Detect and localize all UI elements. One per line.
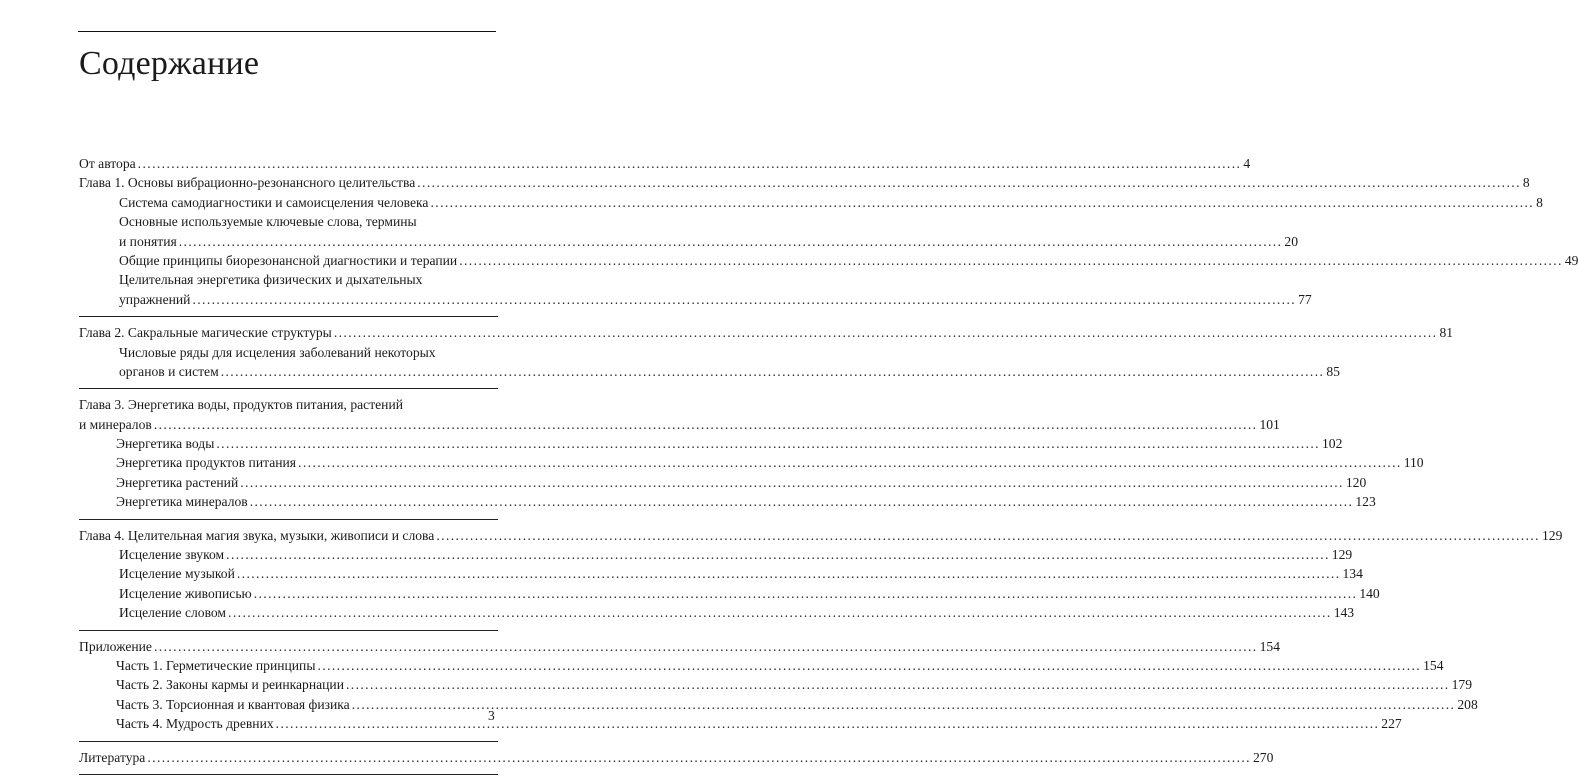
- toc-entry-label: Часть 4. Мудрость древних: [116, 716, 274, 732]
- dot-leader: [317, 656, 1421, 675]
- toc-entry-label: Система самодиагностики и самоисцеления человека: [119, 194, 429, 210]
- toc-entry-label: Энергетика растений: [116, 474, 239, 490]
- dot-leader: [226, 545, 1330, 564]
- toc-entry-label: Исцеление звуком: [119, 547, 225, 563]
- toc-entry-chapter-1[interactable]: [79, 173, 1530, 192]
- dot-leader: [147, 748, 1251, 767]
- toc-entry-page: 154: [1259, 638, 1280, 654]
- toc-entry-page: 154: [1423, 657, 1444, 673]
- toc-entry-label: Энергетика минералов: [116, 494, 248, 510]
- dot-leader: [346, 675, 1450, 694]
- toc-entry-page: 49: [1564, 252, 1578, 268]
- toc-entry-label: Глава 4. Целительная магия звука, музыки, живописи и слова: [79, 527, 435, 543]
- divider: [79, 519, 498, 520]
- toc-entry-section[interactable]: [79, 584, 1380, 603]
- dot-leader: [298, 453, 1402, 472]
- toc-entry-section[interactable]: [79, 545, 1353, 564]
- toc-entry-page: 102: [1321, 436, 1343, 452]
- toc-entry-label: Часть 1. Герметические принципы: [116, 657, 316, 673]
- toc-entry-page: 270: [1252, 749, 1274, 765]
- toc-entry-label: Общие принципы биорезонансной диагностики и терапии: [119, 252, 458, 268]
- toc-entry-section[interactable]: [79, 362, 1340, 381]
- toc-entry-page: 85: [1326, 363, 1340, 379]
- toc-entry-section[interactable]: [79, 193, 1543, 212]
- toc-entry-page: 8: [1536, 194, 1543, 210]
- toc-entry-label-line: Глава 3. Энергетика воды, продуктов питания, растений: [79, 397, 403, 413]
- table-of-contents: [79, 154, 1578, 781]
- toc-entry-label: Исцеление словом: [119, 605, 227, 621]
- toc-entry-section[interactable]: [79, 492, 1376, 511]
- dot-leader: [237, 564, 1341, 583]
- toc-entry-label-line: Основные используемые ключевые слова, термины: [119, 214, 417, 230]
- toc-entry-label: Энергетика продуктов питания: [116, 455, 297, 471]
- toc-entry-chapter-3[interactable]: [79, 415, 1280, 434]
- toc-entry-label: Глава 1. Основы вибрационно-резонансного целительства: [79, 175, 416, 191]
- dot-leader: [436, 526, 1540, 545]
- dot-leader: [192, 290, 1296, 309]
- dot-leader: [240, 473, 1344, 492]
- toc-entry-preface[interactable]: [79, 154, 1251, 173]
- top-rule: [78, 31, 496, 32]
- toc-entry-section[interactable]: [79, 232, 1298, 251]
- toc-entry-page: 4: [1243, 156, 1251, 171]
- toc-entry-label: Глава 2. Сакральные магические структуры: [79, 325, 332, 341]
- dot-leader: [352, 695, 1456, 714]
- toc-entry-chapter-4[interactable]: [79, 526, 1563, 545]
- dot-leader: [250, 492, 1354, 511]
- toc-entry-page: 179: [1451, 677, 1472, 693]
- toc-entry-page: 8: [1522, 175, 1530, 191]
- toc-entry-label: и минералов: [79, 416, 152, 432]
- toc-entry-page: 101: [1259, 416, 1280, 432]
- divider: [79, 774, 498, 775]
- divider: [79, 388, 498, 389]
- toc-entry-page: 227: [1381, 716, 1402, 732]
- toc-entry-section[interactable]: [79, 714, 1402, 733]
- toc-entry-label: Литература: [79, 749, 146, 765]
- toc-entry-section[interactable]: [79, 473, 1367, 492]
- toc-entry-label: Часть 3. Торсионная и квантовая физика: [116, 696, 350, 712]
- toc-entry-label: Исцеление музыкой: [119, 566, 235, 582]
- page-number: 3: [488, 708, 495, 723]
- toc-entry-label-line: Целительная энергетика физических и дыхательных: [119, 272, 423, 288]
- page-title: Содержание: [79, 45, 260, 82]
- toc-entry-chapter-2[interactable]: [79, 323, 1454, 342]
- toc-entry-label: Приложение: [79, 638, 152, 654]
- dot-leader: [179, 232, 1283, 251]
- toc-entry-page: 110: [1403, 455, 1424, 471]
- divider: [79, 741, 498, 742]
- toc-entry-section[interactable]: [79, 603, 1355, 622]
- toc-entry-section[interactable]: [79, 251, 1578, 270]
- dot-leader: [154, 415, 1258, 434]
- dot-leader: [138, 154, 1242, 173]
- toc-entry-section[interactable]: [79, 453, 1424, 472]
- toc-entry-section[interactable]: [79, 675, 1472, 694]
- toc-entry-label: органов и систем: [119, 363, 219, 379]
- divider: [79, 316, 498, 317]
- toc-entry-page: 20: [1284, 233, 1298, 249]
- dot-leader: [228, 603, 1332, 622]
- toc-entry-page: 129: [1541, 527, 1563, 543]
- toc-entry-section[interactable]: [79, 695, 1478, 714]
- dot-leader: [216, 434, 1320, 453]
- toc-entry-label: Энергетика воды: [116, 436, 215, 452]
- dot-leader: [154, 637, 1258, 656]
- toc-entry-section[interactable]: [79, 656, 1444, 675]
- dot-leader: [430, 193, 1534, 212]
- dot-leader: [459, 251, 1563, 270]
- toc-entry-page: 134: [1342, 566, 1363, 582]
- toc-entry-section[interactable]: [79, 564, 1363, 583]
- toc-entry-page: 129: [1331, 547, 1353, 563]
- toc-entry-page: 143: [1333, 605, 1355, 621]
- toc-entry-page: 120: [1345, 474, 1367, 490]
- divider: [79, 630, 498, 631]
- toc-entry-section[interactable]: [79, 290, 1312, 309]
- toc-entry-page: 81: [1439, 325, 1454, 341]
- toc-entry-page: 77: [1298, 291, 1312, 307]
- toc-entry-label: Исцеление живописью: [119, 585, 252, 601]
- toc-entry-label: и понятия: [119, 233, 177, 249]
- dot-leader: [417, 173, 1521, 192]
- toc-entry-page: 208: [1457, 696, 1478, 712]
- toc-entry-label-line: Числовые ряды для исцеления заболеваний некоторых: [119, 344, 436, 360]
- toc-entry-label: От автора: [79, 156, 136, 171]
- toc-entry-page: 123: [1355, 494, 1376, 510]
- toc-entry-page: 140: [1359, 585, 1380, 601]
- dot-leader: [221, 362, 1325, 381]
- dot-leader: [334, 323, 1438, 342]
- toc-entry-literature[interactable]: [79, 748, 1274, 767]
- toc-entry-label: упражнений: [119, 291, 191, 307]
- toc-entry-label: Часть 2. Законы кармы и реинкарнации: [116, 677, 344, 693]
- toc-entry-section[interactable]: [79, 434, 1343, 453]
- dot-leader: [254, 584, 1358, 603]
- dot-leader: [276, 714, 1380, 733]
- toc-entry-appendix[interactable]: [79, 637, 1280, 656]
